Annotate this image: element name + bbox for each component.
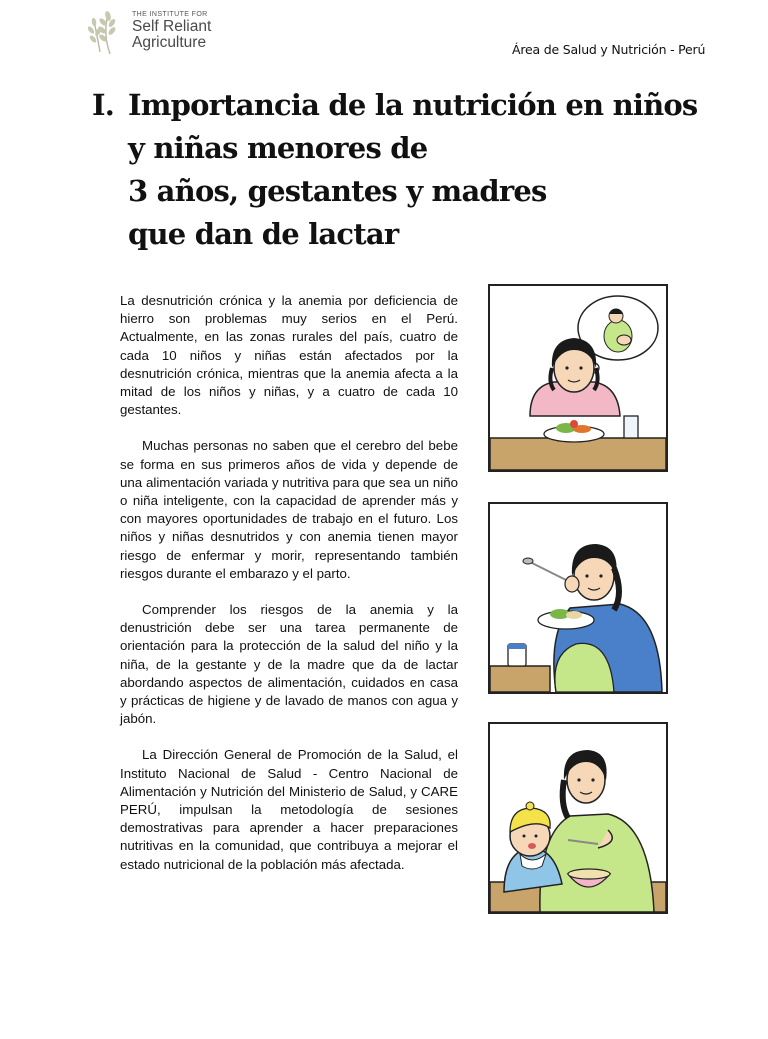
illustration-woman-eating (488, 284, 668, 472)
logo-text (132, 10, 211, 51)
supplement-jar-icon (508, 644, 526, 666)
title-line-4: que dan de lactar (128, 217, 399, 251)
logo-line2: Self Reliant (132, 18, 212, 35)
illustration-pregnant-woman (488, 502, 668, 694)
paragraph-2: Muchas personas no saben que el cerebro del bebe se forma en sus primeros años de vida y depende de una alimentación variada y nutritiva para que sea un niño o niña inteligente, con la capacidad de aprender más y con mayores oportunidades de trabajo en el futuro. Los niños y niñas desnutridos y con anemia tienen mayor riesgo de enfermar y morir, representando también riesgos durante el embarazo y el parto. (120, 438, 458, 581)
paragraph-1: La desnutrición crónica y la anemia por deficiencia de hierro son problemas muy serios en el Perú. Actualmente, en las zonas rurales del país, cuatro de cada 10 niños y niñas están afectados por la desnutrición crónica, mientras que la anemia afecta a la mitad de los niños y niñas, y a cuatro de cada 10 gestantes. (120, 293, 458, 418)
title-line-3: 3 años, gestantes y madres (128, 174, 547, 208)
section-number: I. (92, 88, 115, 122)
paragraph-4: La Dirección General de Promoción de la Salud, el Instituto Nacional de Salud - Centro Nacional de Alimentación y Nutrición del Ministerio de Salud, y CARE PERÚ, impulsan la metodología de sesiones demostrativas para aprender a hacer preparaciones nutritivas en la comunidad, que contribuya a mejorar el estado nutricional de la población más afectada. (120, 747, 458, 872)
institute-logo (88, 6, 228, 56)
body-text (120, 292, 458, 892)
title-line-1: Importancia de la nutrición en niños (128, 88, 698, 122)
region-label: Área de Salud y Nutrición - Perú (512, 42, 706, 57)
paragraph-3: Comprender los riesgos de la anemia y la denustrición debe ser una tarea permanente de orientación para la protección de la salud del niño y la niña, de la gestante y de la madre que da de lactar abordando aspectos de alimentación, cuidados en casa y prácticas de higiene y de lavado de manos con agua y jabón. (120, 602, 458, 727)
illustration-mother-feeding-baby (488, 722, 668, 914)
logo-line1: THE INSTITUTE FOR (132, 11, 208, 18)
logo-line3: Agriculture (132, 34, 207, 51)
section-title (92, 84, 698, 256)
title-line-2: y niñas menores de (128, 131, 428, 165)
wheat-sprig-icon (88, 6, 130, 56)
